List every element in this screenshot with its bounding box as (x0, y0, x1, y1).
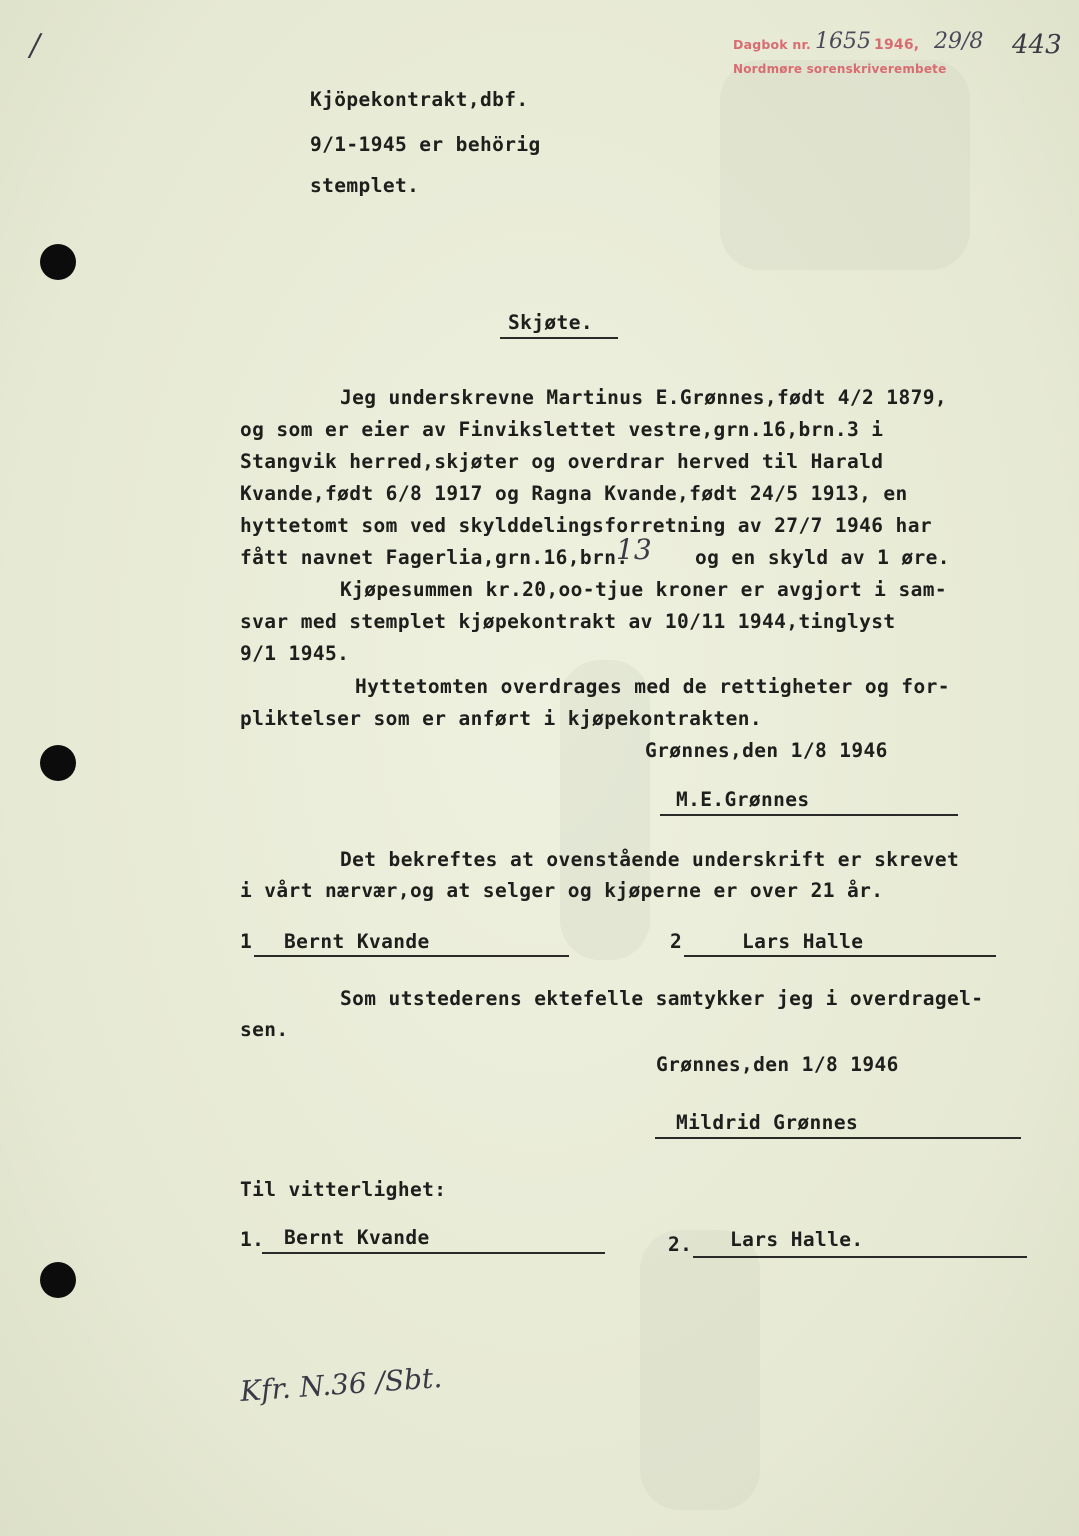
body-line: Det bekreftes at ovenstående underskrift er skrevet (340, 848, 960, 871)
body-line: Som utstederens ektefelle samtykker jeg i overdragel- (340, 987, 984, 1010)
witness-line (693, 1256, 1027, 1258)
body-line: hyttetomt som ved skylddelingsforretning av 27/7 1946 har (240, 514, 932, 537)
body-line: i vårt nærvær,og at selger og kjøperne er over 21 år. (240, 879, 884, 902)
body-line: fått navnet Fagerlia,grn.16,brn. (240, 546, 629, 569)
place-date: Grønnes,den 1/8 1946 (656, 1053, 899, 1076)
witness-line (262, 1252, 605, 1254)
witness-name: Lars Halle (742, 930, 864, 953)
witness-name: Bernt Kvande (284, 930, 430, 953)
witness-name: Lars Halle. (730, 1228, 864, 1251)
body-line: Kjøpesummen kr.20,oo-tjue kroner er avgjort i sam- (340, 578, 947, 601)
deed-title: Skjøte. (508, 311, 593, 334)
stamp-number: 1655 (815, 29, 871, 54)
place-date: Grønnes,den 1/8 1946 (645, 739, 888, 762)
body-line: Kvande,født 6/8 1917 og Ragna Kvande,født 24/5 1913, en (240, 482, 908, 505)
note-line: 9/1-1945 er behörig (310, 133, 541, 156)
punch-hole (40, 745, 76, 781)
witness-number: 2 (670, 930, 683, 953)
stamp-year: 1946, (874, 37, 920, 53)
bleed-through-shade (560, 660, 650, 960)
stamp-office: Nordmøre sorenskriverembete (733, 62, 947, 76)
body-line: Jeg underskrevne Martinus E.Grønnes,født 4/2 1879, (340, 386, 947, 409)
body-line: pliktelser som er anført i kjøpekontrakten. (240, 707, 763, 730)
bleed-through-shade (640, 1230, 760, 1510)
seller-signature: M.E.Grønnes (676, 788, 810, 811)
body-line: og en skyld av 1 øre. (695, 546, 950, 569)
body-line: 9/1 1945. (240, 642, 350, 665)
body-line: svar med stemplet kjøpekontrakt av 10/11 1944,tinglyst (240, 610, 896, 633)
body-line: og som er eier av Finvikslettet vestre,grn.16,brn.3 i (240, 418, 884, 441)
witness-number: 2. (668, 1233, 693, 1256)
spouse-signature: Mildrid Grønnes (676, 1111, 859, 1134)
stamp-prefix: Dagbok nr. (733, 37, 811, 52)
bleed-through-shade (720, 60, 970, 270)
handwritten-lot-number: 13 (616, 533, 652, 566)
note-line: Kjöpekontrakt,dbf. (310, 88, 529, 111)
folio-number: 443 (1012, 30, 1062, 60)
note-line: stemplet. (310, 174, 420, 197)
punch-hole (40, 244, 76, 280)
signature-line (660, 814, 958, 816)
title-underline (500, 337, 618, 339)
witness-number: 1. (240, 1228, 265, 1251)
corner-mark: / (30, 28, 41, 63)
signature-line (655, 1137, 1021, 1139)
body-line: Hyttetomten overdrages med de rettigheter og for- (355, 675, 950, 698)
witness-line (684, 955, 996, 957)
witness-line (254, 955, 569, 957)
witness-heading: Til vitterlighet: (240, 1178, 447, 1201)
body-line: sen. (240, 1018, 289, 1041)
witness-name: Bernt Kvande (284, 1226, 430, 1249)
witness-number: 1 (240, 930, 253, 953)
handwritten-reference: Kfr. N.36 /Sbt. (239, 1360, 444, 1409)
punch-hole (40, 1262, 76, 1298)
stamp-date: 29/8 (934, 29, 984, 54)
body-line: Stangvik herred,skjøter og overdrar herved til Harald (240, 450, 884, 473)
